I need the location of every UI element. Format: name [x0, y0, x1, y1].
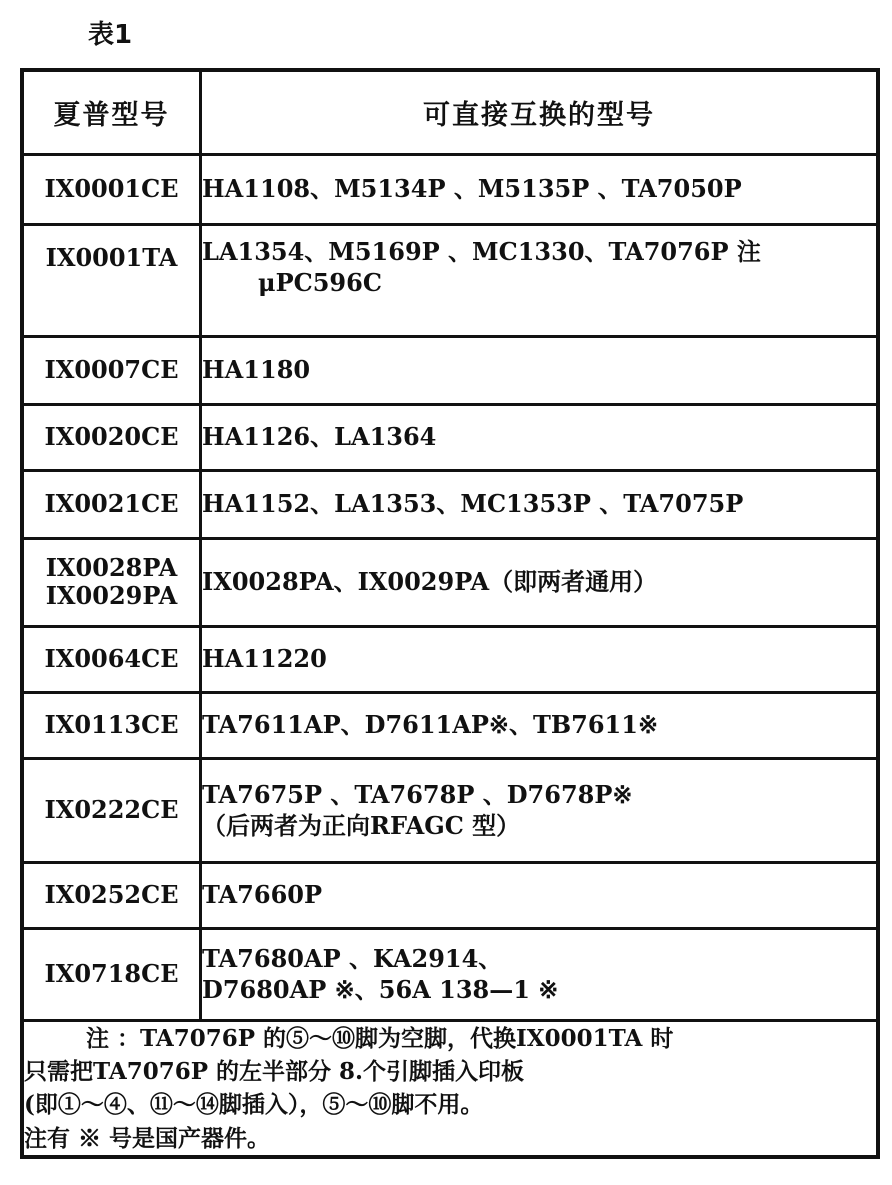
model-cell: IX0001TA	[22, 224, 201, 336]
replacement-cell: TA7611AP、D7611AP※、TB7611※	[201, 692, 879, 758]
table-note	[22, 1020, 878, 1157]
table-row	[22, 336, 878, 404]
table-row	[22, 626, 878, 692]
table-caption: 表1	[88, 20, 133, 50]
model-cell: IX0007CE	[22, 336, 201, 404]
replacement-cell: TA7680AP 、KA2914、 D7680AP ※、56A 138—1 ※	[201, 928, 879, 1020]
replacement-cell: HA1108、M5134P 、M5135P 、TA7050P	[201, 154, 879, 224]
model-cell: IX0113CE	[22, 692, 201, 758]
model-cell: IX0064CE	[22, 626, 201, 692]
model-cell: IX0252CE	[22, 862, 201, 928]
note-line: 只需把TA7076P 的左半部分 8.个引脚插入印板	[24, 1057, 525, 1085]
replacement-cell: HA11220	[201, 626, 879, 692]
interchange-table	[20, 68, 880, 1159]
header-replacement-models: 可直接互换的型号	[201, 70, 879, 154]
model-cell: IX0021CE	[22, 470, 201, 538]
table-row	[22, 928, 878, 1020]
note-line: (即①～④、⑪～⑭脚插入），⑤～⑩脚不用。	[24, 1091, 484, 1119]
replacement-cell: HA1126、LA1364	[201, 404, 879, 470]
note-row	[22, 1020, 878, 1157]
table-row	[22, 470, 878, 538]
model-cell: IX0718CE	[22, 928, 201, 1020]
replacement-cell: HA1152、LA1353、MC1353P 、TA7075P	[201, 470, 879, 538]
table-row	[22, 224, 878, 336]
replacement-cell: TA7660P	[201, 862, 879, 928]
note-line: 注有 ※ 号是国产器件。	[24, 1124, 271, 1152]
replacement-cell: IX0028PA、IX0029PA（即两者通用）	[201, 538, 879, 626]
header-sharp-model: 夏普型号	[22, 70, 201, 154]
table-row	[22, 692, 878, 758]
table-row	[22, 758, 878, 862]
table-row	[22, 862, 878, 928]
replacement-cell: HA1180	[201, 336, 879, 404]
replacement-cell: TA7675P 、TA7678P 、D7678P※ （后两者为正向RFAGC 型）	[201, 758, 879, 862]
replacement-cell: LA1354、M5169P 、MC1330、TA7076P 注 μPC596C	[201, 224, 879, 336]
model-cell: IX0001CE	[22, 154, 201, 224]
model-cell: IX0020CE	[22, 404, 201, 470]
model-cell: IX0028PA IX0029PA	[22, 538, 201, 626]
header-row	[22, 70, 878, 154]
note-line: 注 ：TA7076P 的⑤～⑩脚为空脚，代换IX0001TA 时	[86, 1024, 674, 1052]
table-row	[22, 404, 878, 470]
model-cell: IX0222CE	[22, 758, 201, 862]
table-row	[22, 154, 878, 224]
table-row	[22, 538, 878, 626]
